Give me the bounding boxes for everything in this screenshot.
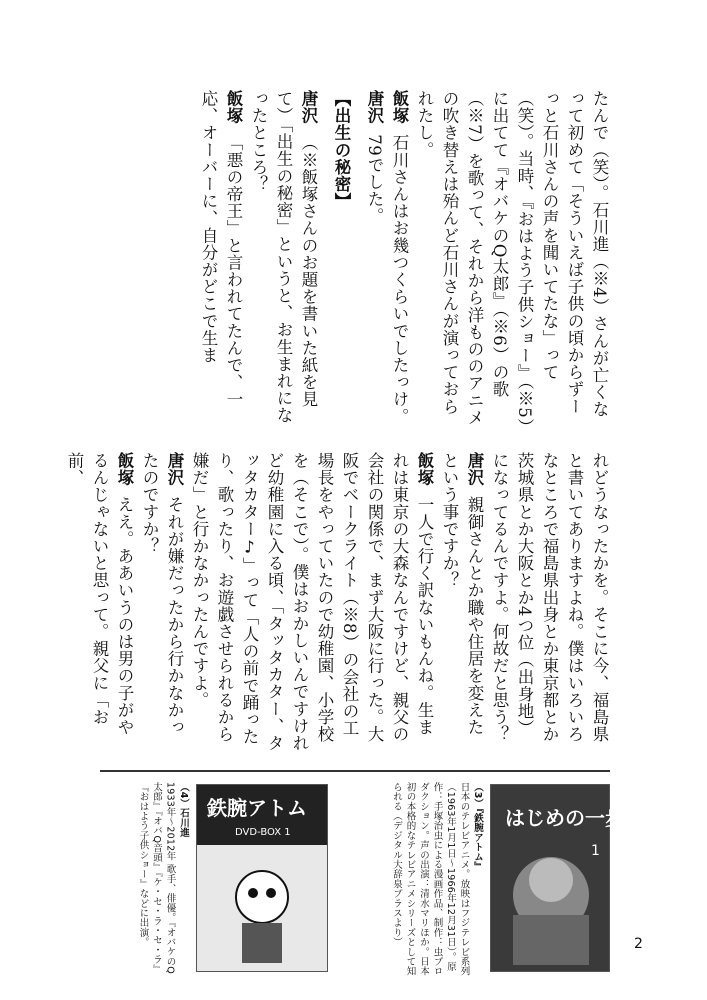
cover1-volume: 1 [591, 843, 600, 859]
speaker-name: 飯塚 [390, 90, 409, 125]
speaker-name: 飯塚 [415, 452, 434, 487]
footnote-divider [100, 770, 610, 772]
cover-image-hajime-no-ippo [490, 784, 625, 972]
upper-text-block [112, 90, 612, 430]
dialogue-paragraph [387, 90, 412, 430]
dialogue-paragraph [437, 452, 487, 752]
lower-text-block [65, 452, 612, 752]
footnote-4-body: 1933年〜2012年 歌手、俳優。『オバケのQ太郎』『オバQ音頭』『ケ・セ・ラ・セ・ラ』『おはよう子供ショー』などに出演。 [137, 782, 176, 975]
dialogue-text: （※飯塚さんのお題を書いた紙を見て）「出生の秘密」というと、お生まれになったところ？ [249, 90, 318, 424]
page-number: 2 [634, 936, 643, 952]
dialogue-paragraph [246, 90, 321, 430]
dialogue-text: 「悪の帝王」と言われてたんで、一応、オーバーに、自分がどこで生ま [199, 90, 243, 408]
dialogue-text: れどうなったかを。そこに今、福島県と書いてありますよね。僕はいろいろなところで福島県出身とか東京都とか茨城県とか大阪とか4つ位（出身地）になってるんですよ。何故だと思う？ [490, 452, 609, 743]
dialogue-text: 79でした。 [365, 134, 384, 225]
dialogue-text: 石川さんはお幾つくらいでしたっけ。 [390, 134, 409, 425]
footnote-3-heading: （3）『鉄腕アトム』 [472, 782, 483, 872]
footnote-4 [110, 782, 190, 977]
dialogue-text: 一人で行く訳ないもんね。生まれは東京の大森なんですけど、親父の会社の関係で、まず大阪に行った。大阪でベークライト（※8）の会社の工場長をやっていたので幼稚園、小学校を（そこで）。僕はおかしいんですけれど幼稚園に入る頃、「タッタカター、タッタカター♪」って「人の前で踊ったり、歌ったり、お遊戯させられるから嫌だ」と行かなかったんですよ。 [190, 452, 434, 752]
speaker-name: 唐沢 [465, 452, 484, 487]
footnote-3-body: 日本のテレビアニメ。放映はフジテレビ系列（1963年1月1日〜1966年12月31日）。原作：手塚治虫による漫画作品、制作：虫プロダクション。声の出演：清水マリほか。日本初の本格的なテレビアニメシリーズとして知られる（デジタル大辞泉プラスより） [391, 782, 470, 976]
dialogue-text: ええ。ああいうのは男の子がやるんじゃないと思って。親父に「お前、 [65, 452, 134, 736]
dialogue-paragraph [487, 452, 612, 752]
speaker-name: 唐沢 [299, 90, 318, 125]
speaker-name: 唐沢 [365, 90, 384, 125]
dialogue-paragraph [137, 452, 187, 752]
speaker-name: 飯塚 [224, 90, 243, 125]
speaker-name: 唐沢 [165, 452, 184, 487]
dialogue-text: それが嫌だったから行かなかったのですか？ [140, 452, 184, 736]
dialogue-paragraph [412, 90, 612, 430]
dialogue-paragraph [62, 452, 137, 752]
dialogue-paragraph [362, 90, 387, 430]
cover-image-astro-boy [196, 784, 328, 972]
cover2-title: 鉄腕アトム [207, 796, 307, 820]
section-heading: 【出生の秘密】 [332, 90, 351, 210]
dialogue-paragraph [196, 90, 246, 430]
cover2-subtitle: DVD-BOX 1 [235, 827, 291, 838]
cover1-title: はじめの一歩 [505, 806, 625, 830]
dialogue-text: 親御さんとか職や住居を変えたという事ですか？ [440, 452, 484, 736]
footnote-4-heading: （4）石川進 [178, 782, 189, 838]
speaker-name: 飯塚 [115, 452, 134, 487]
dialogue-paragraph [187, 452, 437, 752]
footnote-3 [391, 782, 484, 977]
dialogue-text: たんで（笑）。石川進（※4）さんが亡くなって初めて「そういえば子供の頃からずーっと石川さんの声を聞いてたな」って（笑）。当時、『おはよう子供ショー』（※5）に出てて『オバケのQ太郎』（※6）の歌（※7）を歌って、それから洋もののアニメの吹き替えは殆んど石川さんが演っておられたし。 [415, 90, 609, 428]
